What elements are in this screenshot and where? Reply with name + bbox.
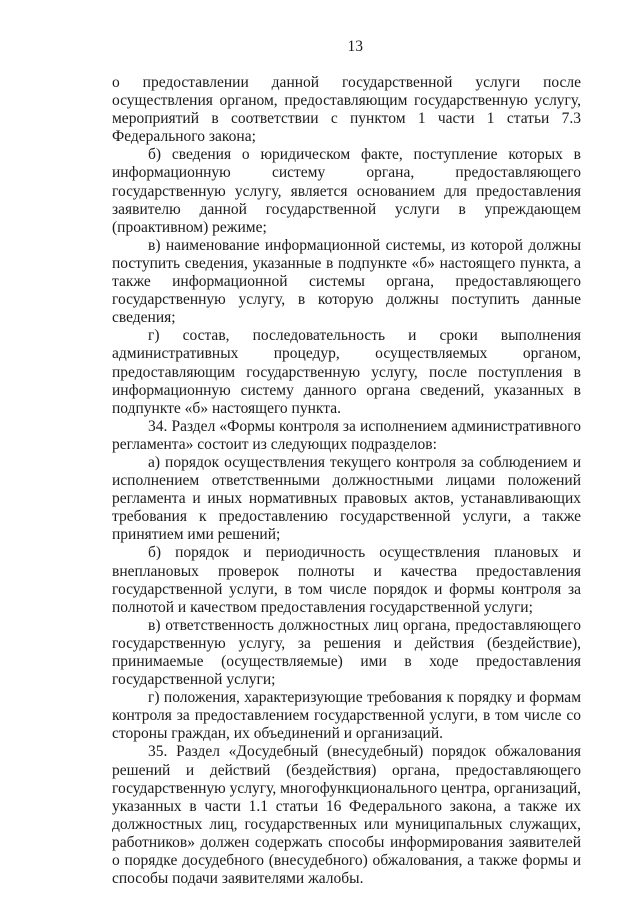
paragraph-item-g-procedures: г) состав, последовательность и сроки выполнения административных процедур, осуществляемых органом, предоставляющим государственную услугу, после поступления в информационную систему данного органа сведений, указанных в подпункте «б» настоящего пункта. (112, 327, 581, 417)
paragraph-item-v-information-system: в) наименование информационной системы, из которой должны поступить сведения, указанные в подпункте «б» настоящего пункта, а также информационной системы органа, предоставляющего государственную услугу, в которую должны поступить данные сведения; (112, 236, 581, 327)
paragraph-item-b-legal-fact: б) сведения о юридическом факте, поступление которых в информационную систему органа, предоставляющего государственную услугу, является основанием для предоставления заявителю данной государственной услуги в упреждающем (проактивном) режиме; (112, 146, 581, 236)
document-body (112, 74, 581, 888)
paragraph-34-item-b: б) порядок и периодичность осуществления плановых и внеплановых проверок полноты и качества предоставления государственной услуги, в том числе порядок и формы контроля за полнотой и качеством предоставления государственной услуги; (112, 544, 581, 616)
paragraph-continuation: о предоставлении данной государственной услуги после осуществления органом, предоставляющим государственную услугу, мероприятий в соответствии с пунктом 1 части 1 статьи 7.3 Федерального закона; (112, 74, 581, 146)
paragraph-34-item-v: в) ответственность должностных лиц органа, предоставляющего государственную услугу, за решения и действия (бездействие), принимаемые (осуществляемые) ими в ходе предоставления государственной услуги; (112, 616, 581, 689)
paragraph-section-34: 34. Раздел «Формы контроля за исполнением административного регламента» состоит из следующих подразделов: (112, 417, 581, 453)
paragraph-34-item-g: г) положения, характеризующие требования к порядку и формам контроля за предоставлением государственной услуги, в том числе со стороны граждан, их объединений и организаций. (112, 689, 581, 743)
page-number: 13 (347, 38, 363, 55)
paragraph-34-item-a: а) порядок осуществления текущего контроля за соблюдением и исполнением ответственными должностными лицами положений регламента и иных нормативных правовых актов, устанавливающих требования к предоставлению государственной услуги, а также принятием ими решений; (112, 453, 581, 544)
paragraph-section-35: 35. Раздел «Досудебный (внесудебный) порядок обжалования решений и действий (бездействия) органа, предоставляющего государственную услугу, многофункционального центра, организаций, указанных в части 1.1 статьи 16 Федерального закона, а также их должностных лиц, государственных или муниципальных служащих, работников» должен содержать способы информирования заявителей о порядке досудебного (внесудебного) обжалования, а также формы и способы подачи заявителями жалобы. (112, 743, 581, 888)
